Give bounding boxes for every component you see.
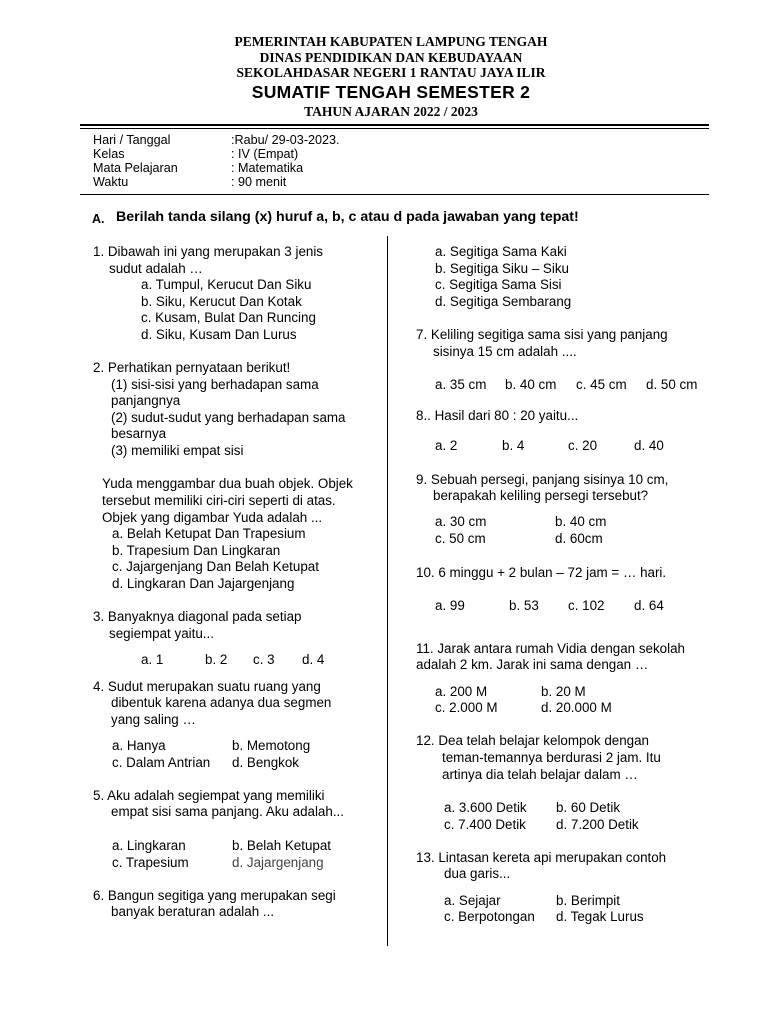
- option-a[interactable]: a. 3.600 Detik: [444, 800, 527, 815]
- option-c[interactable]: c. 20: [568, 438, 598, 453]
- statement: (2) sudut-sudut yang berhadapan sama: [111, 410, 346, 425]
- option-b[interactable]: b. 2: [205, 652, 228, 667]
- statement: besarnya: [111, 426, 167, 441]
- question-text: 6. Bangun segitiga yang merupakan segi: [93, 888, 336, 903]
- question-text: dua garis...: [444, 866, 511, 881]
- option-d[interactable]: d. 64: [634, 598, 664, 613]
- question-text: 3. Banyaknya diagonal pada setiap: [93, 609, 302, 624]
- option-d[interactable]: d. 40: [634, 438, 664, 453]
- question-text: yang saling …: [111, 712, 196, 727]
- option-d[interactable]: d. Lingkaran Dan Jajargenjang: [112, 576, 295, 591]
- option-b[interactable]: b. 60 Detik: [556, 800, 621, 815]
- option-c[interactable]: c. Berpotongan: [444, 909, 535, 924]
- question-text: 11. Jarak antara rumah Vidia dengan sekolah: [416, 641, 685, 656]
- question-text: empat sisi sama panjang. Aku adalah...: [111, 804, 344, 819]
- option-d[interactable]: d. 20.000 M: [541, 700, 612, 715]
- option-a[interactable]: a. Hanya: [112, 738, 166, 753]
- option-b[interactable]: b. Belah Ketupat: [232, 838, 332, 853]
- info-value-class: : IV (Empat): [231, 147, 299, 161]
- question-text: segiempat yaitu...: [109, 626, 214, 641]
- option-c[interactable]: c. Kusam, Bulat Dan Runcing: [141, 310, 316, 325]
- column-divider: [387, 236, 388, 946]
- option-c[interactable]: c. Trapesium: [112, 855, 189, 870]
- question-text: banyak beraturan adalah ...: [111, 904, 275, 919]
- question-text: artinya dia telah belajar dalam …: [442, 767, 638, 782]
- question-text: 13. Lintasan kereta api merupakan contoh: [416, 850, 667, 865]
- statement: (1) sisi-sisi yang berhadapan sama: [111, 377, 319, 392]
- question-text: berapakah keliling persegi tersebut?: [433, 488, 649, 503]
- info-value-time: : 90 menit: [231, 175, 287, 189]
- question-text: dibentuk karena adanya dua segmen: [111, 695, 332, 710]
- option-d[interactable]: d. Segitiga Sembarang: [435, 294, 572, 309]
- option-c[interactable]: c. Segitiga Sama Sisi: [435, 277, 562, 292]
- statement: panjangnya: [111, 393, 181, 408]
- option-d[interactable]: d. Siku, Kusam Dan Lurus: [141, 327, 297, 342]
- info-label-time: Waktu: [93, 175, 129, 189]
- question-text: 1. Dibawah ini yang merupakan 3 jenis: [93, 244, 324, 259]
- option-a[interactable]: a. 200 M: [435, 684, 488, 699]
- question-text: sisinya 15 cm adalah ....: [433, 344, 577, 359]
- info-rule: [80, 194, 709, 195]
- option-a[interactable]: a. 2: [435, 438, 458, 453]
- option-c[interactable]: c. 50 cm: [435, 531, 486, 546]
- info-label-subject: Mata Pelajaran: [93, 161, 178, 175]
- option-c[interactable]: c. Dalam Antrian: [112, 755, 211, 770]
- option-a[interactable]: a. 30 cm: [435, 514, 487, 529]
- section-instruction: Berilah tanda silang (x) huruf a, b, c atau d pada jawaban yang tepat!: [116, 209, 579, 225]
- option-b[interactable]: b. Trapesium Dan Lingkaran: [112, 543, 281, 558]
- option-c[interactable]: c. 2.000 M: [435, 700, 498, 715]
- option-b[interactable]: b. 40 cm: [555, 514, 607, 529]
- question-text: 5. Aku adalah segiempat yang memiliki: [93, 788, 325, 803]
- option-a[interactable]: a. 1: [141, 652, 164, 667]
- option-b[interactable]: b. 20 M: [541, 684, 586, 699]
- option-d[interactable]: d. 50 cm: [646, 377, 698, 392]
- option-d[interactable]: d. Bengkok: [232, 755, 299, 770]
- option-b[interactable]: b. 53: [509, 598, 539, 613]
- option-d[interactable]: d. 60cm: [555, 531, 603, 546]
- paragraph-line: Objek yang digambar Yuda adalah ...: [102, 510, 323, 525]
- question-text: 10. 6 minggu + 2 bulan – 72 jam = … hari.: [416, 565, 667, 580]
- info-value-day: :Rabu/ 29-03-2023.: [231, 133, 340, 147]
- option-d[interactable]: d. Jajargenjang: [232, 855, 324, 870]
- option-d[interactable]: d. Tegak Lurus: [556, 909, 644, 924]
- question-text: 8.. Hasil dari 80 : 20 yaitu...: [416, 408, 579, 423]
- question-text: 9. Sebuah persegi, panjang sisinya 10 cm,: [416, 472, 669, 487]
- question-text: 4. Sudut merupakan suatu ruang yang: [93, 679, 321, 694]
- option-c[interactable]: c. 7.400 Detik: [444, 817, 526, 832]
- header-government: PEMERINTAH KABUPATEN LAMPUNG TENGAH: [234, 34, 548, 49]
- option-c[interactable]: c. 45 cm: [576, 377, 627, 392]
- header-department: DINAS PENDIDIKAN DAN KEBUDAYAAN: [259, 50, 523, 65]
- option-c[interactable]: c. Jajargenjang Dan Belah Ketupat: [112, 559, 319, 574]
- question-text: 2. Perhatikan pernyataan berikut!: [93, 360, 291, 375]
- info-label-day: Hari / Tanggal: [93, 133, 171, 147]
- option-a[interactable]: a. Belah Ketupat Dan Trapesium: [112, 526, 306, 541]
- exam-title: SUMATIF TENGAH SEMESTER 2: [251, 82, 531, 102]
- option-b[interactable]: b. Segitiga Siku – Siku: [435, 261, 569, 276]
- header-school: SEKOLAHDASAR NEGERI 1 RANTAU JAYA ILIR: [236, 65, 546, 80]
- question-text: sudut adalah …: [109, 261, 203, 276]
- option-b[interactable]: b. Siku, Kerucut Dan Kotak: [141, 294, 302, 309]
- paragraph-line: tersebut memiliki ciri-ciri seperti di atas.: [102, 493, 336, 508]
- option-a[interactable]: a. Lingkaran: [112, 838, 186, 853]
- option-c[interactable]: c. 102: [568, 598, 605, 613]
- option-d[interactable]: d. 7.200 Detik: [556, 817, 639, 832]
- academic-year: TAHUN AJARAN 2022 / 2023: [304, 104, 478, 119]
- option-a[interactable]: a. Sejajar: [444, 893, 501, 908]
- section-letter: A.: [92, 212, 105, 226]
- option-d[interactable]: d. 4: [302, 652, 325, 667]
- option-a[interactable]: a. Segitiga Sama Kaki: [435, 244, 567, 259]
- option-b[interactable]: b. Berimpit: [556, 893, 620, 908]
- header-rule-top: [80, 124, 709, 126]
- option-c[interactable]: c. 3: [253, 652, 275, 667]
- option-b[interactable]: b. 40 cm: [505, 377, 557, 392]
- option-a[interactable]: a. 35 cm: [435, 377, 487, 392]
- option-a[interactable]: a. Tumpul, Kerucut Dan Siku: [141, 277, 312, 292]
- paragraph-line: Yuda menggambar dua buah objek. Objek: [102, 476, 353, 491]
- option-b[interactable]: b. Memotong: [232, 738, 311, 753]
- question-text: 12. Dea telah belajar kelompok dengan: [416, 733, 650, 748]
- option-b[interactable]: b. 4: [502, 438, 525, 453]
- statement: (3) memiliki empat sisi: [111, 443, 244, 458]
- question-text: teman-temannya berdurasi 2 jam. Itu: [442, 750, 661, 765]
- info-value-subject: : Matematika: [231, 161, 304, 175]
- header-rule-thin: [80, 128, 709, 129]
- option-a[interactable]: a. 99: [435, 598, 465, 613]
- question-text: 7. Keliling segitiga sama sisi yang panjang: [416, 327, 668, 342]
- question-text: adalah 2 km. Jarak ini sama dengan …: [416, 657, 649, 672]
- info-label-class: Kelas: [93, 147, 125, 161]
